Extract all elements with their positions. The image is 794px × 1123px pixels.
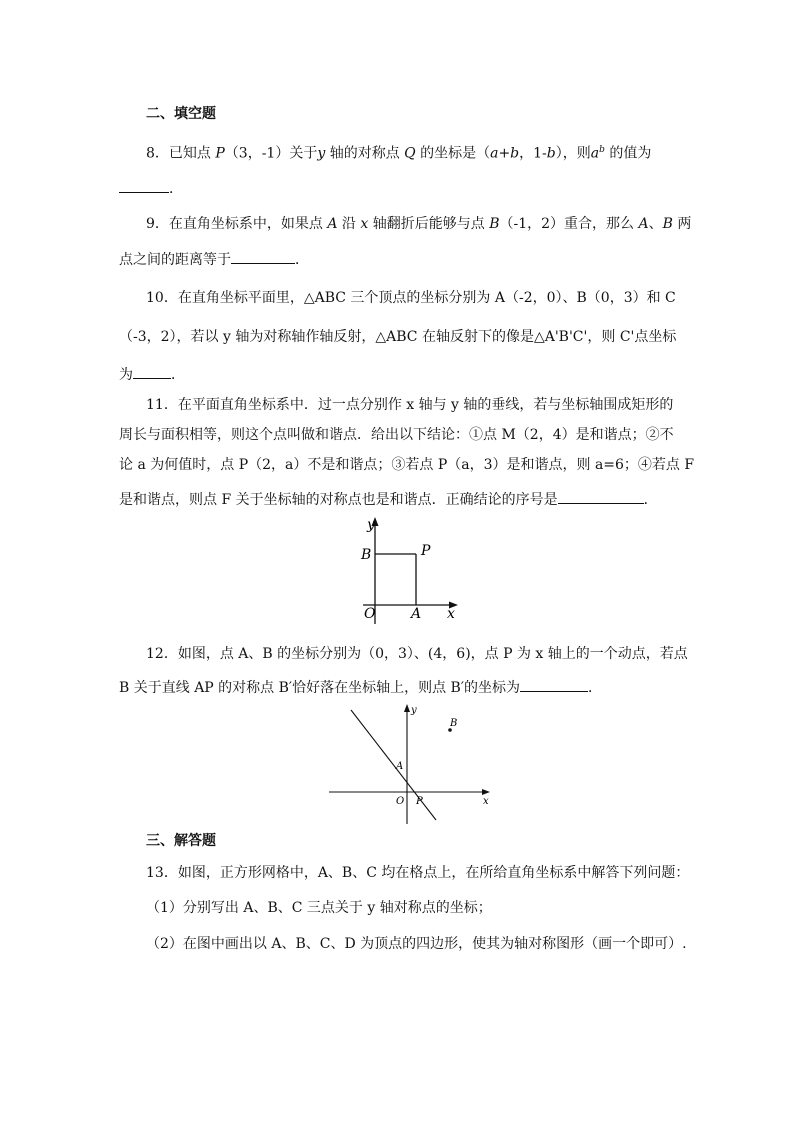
q9-answer-blank[interactable] xyxy=(231,250,295,264)
q8-var-q: Q xyxy=(404,145,416,162)
q9-text: （-1，2）重合，那么 xyxy=(499,216,639,232)
q8-text: ． xyxy=(169,181,183,197)
q11-label-x: x xyxy=(447,606,455,622)
q8-text: ），则 xyxy=(555,145,591,162)
question-12-line-2 xyxy=(119,678,602,697)
question-12-line-1: 12．如图，点 A、B 的坐标分别为（0，3）、(4，6)，点 P 为 x 轴上的一个动点，若点 xyxy=(146,646,688,662)
q9-text: 、 xyxy=(648,216,663,232)
q9-text: 点之间的距离等于 xyxy=(119,252,231,268)
q8-answer-blank[interactable] xyxy=(119,179,169,193)
q8-text: 的值为 xyxy=(604,145,652,162)
q12-label-o: O xyxy=(396,796,405,807)
q11-label-o: O xyxy=(364,606,376,622)
q9-var-b: B xyxy=(489,216,500,232)
question-8-line-2 xyxy=(119,179,183,198)
q12-label-x: x xyxy=(483,796,489,807)
q10-answer-blank[interactable] xyxy=(133,365,171,379)
q11-text: 是和谐点，则点 F 关于坐标轴的对称点也是和谐点．正确结论的序号是 xyxy=(119,492,558,508)
question-10-line-3 xyxy=(119,365,185,384)
q10-text: ． xyxy=(171,367,185,383)
q11-label-b: B xyxy=(361,547,372,563)
q12-line-ap xyxy=(351,710,436,820)
q12-y-axis-arrow xyxy=(404,704,410,712)
q11-answer-blank[interactable] xyxy=(558,490,644,504)
section-heading-fill-in: 二、填空题 xyxy=(146,106,216,122)
question-9-line-1 xyxy=(146,215,691,233)
q8-text: （3，-1）关于 xyxy=(224,145,318,162)
q12-text: B 关于直线 AP 的对称点 B′恰好落在坐标轴上，则点 B′的坐标为 xyxy=(119,680,521,696)
q10-text: 为 xyxy=(119,367,133,383)
question-11-line-1: 11．在平面直角坐标系中．过一点分别作 x 轴与 y 轴的垂线，若与坐标轴围成矩形的 xyxy=(146,397,674,413)
q8-text: 轴的对称点 xyxy=(325,145,405,162)
q9-text: 两 xyxy=(672,216,692,232)
q11-label-y: y xyxy=(367,517,375,533)
q9-text: 轴翻折后能够与点 xyxy=(368,216,490,232)
q8-var-b: b xyxy=(546,145,556,162)
q12-coordinate-figure xyxy=(325,698,500,828)
q8-exponent: b xyxy=(599,145,605,155)
q9-text: 9．在直角坐标系中，如果点 xyxy=(146,216,328,232)
q12-label-y: y xyxy=(411,705,417,716)
q11-label-p: P xyxy=(421,543,431,559)
q9-var-a: A xyxy=(327,216,338,232)
q9-var-a: A xyxy=(638,216,649,232)
q8-var-a: a xyxy=(590,145,600,162)
q12-label-b: B xyxy=(450,718,458,729)
q8-expr-ab: a+b xyxy=(490,145,520,162)
q11-coordinate-figure xyxy=(355,512,465,627)
q9-var-b: B xyxy=(662,216,673,232)
question-11-line-3: 论 a 为何值时，点 P（2，a）不是和谐点；③若点 P（a，3）是和谐点，则 a=6；④若点 F xyxy=(119,457,695,473)
q12-x-axis-arrow xyxy=(482,789,490,795)
q8-text: 的坐标是（ xyxy=(415,145,491,162)
q9-text: ． xyxy=(295,252,309,268)
question-13-line-2: （1）分别写出 A、B、C 三点关于 y 轴对称点的坐标； xyxy=(146,900,492,916)
question-9-line-2 xyxy=(119,250,309,269)
q9-var-x: x xyxy=(360,216,369,232)
q11-text: ． xyxy=(643,492,658,508)
q8-text: ，1- xyxy=(519,145,547,162)
q11-label-a: A xyxy=(411,606,422,622)
q12-text: ． xyxy=(588,680,603,696)
question-13-line-3: （2）在图中画出以 A、B、C、D 为顶点的四边形，使其为轴对称图形（画一个即可）. xyxy=(146,936,687,952)
q8-text: 8．已知点 xyxy=(146,145,216,162)
q12-label-a: A xyxy=(396,761,404,772)
q8-var-p: P xyxy=(215,145,225,162)
question-13-line-1: 13．如图，正方形网格中，A、B、C 均在格点上，在所给直角坐标系中解答下列问题： xyxy=(146,865,690,881)
question-11-line-4 xyxy=(119,490,658,509)
question-10-line-1: 10．在直角坐标平面里，△ABC 三个顶点的坐标分别为 A（-2，0）、B（0，3）和 C xyxy=(146,290,676,306)
q8-var-y: y xyxy=(317,145,326,162)
q12-label-p: P xyxy=(416,796,423,807)
q12-answer-blank[interactable] xyxy=(520,678,588,692)
q9-text: 沿 xyxy=(337,216,361,232)
question-10-line-2: （-3，2），若以 y 轴为对称轴作轴反射，△ABC 在轴反射下的像是△A'B'C'，则 C'点坐标 xyxy=(119,329,677,345)
section-heading-solution: 三、解答题 xyxy=(146,833,216,849)
question-8-line-1 xyxy=(146,141,651,163)
question-11-line-2: 周长与面积相等，则这个点叫做和谐点．给出以下结论：①点 M（2，4）是和谐点；②不 xyxy=(119,427,674,443)
